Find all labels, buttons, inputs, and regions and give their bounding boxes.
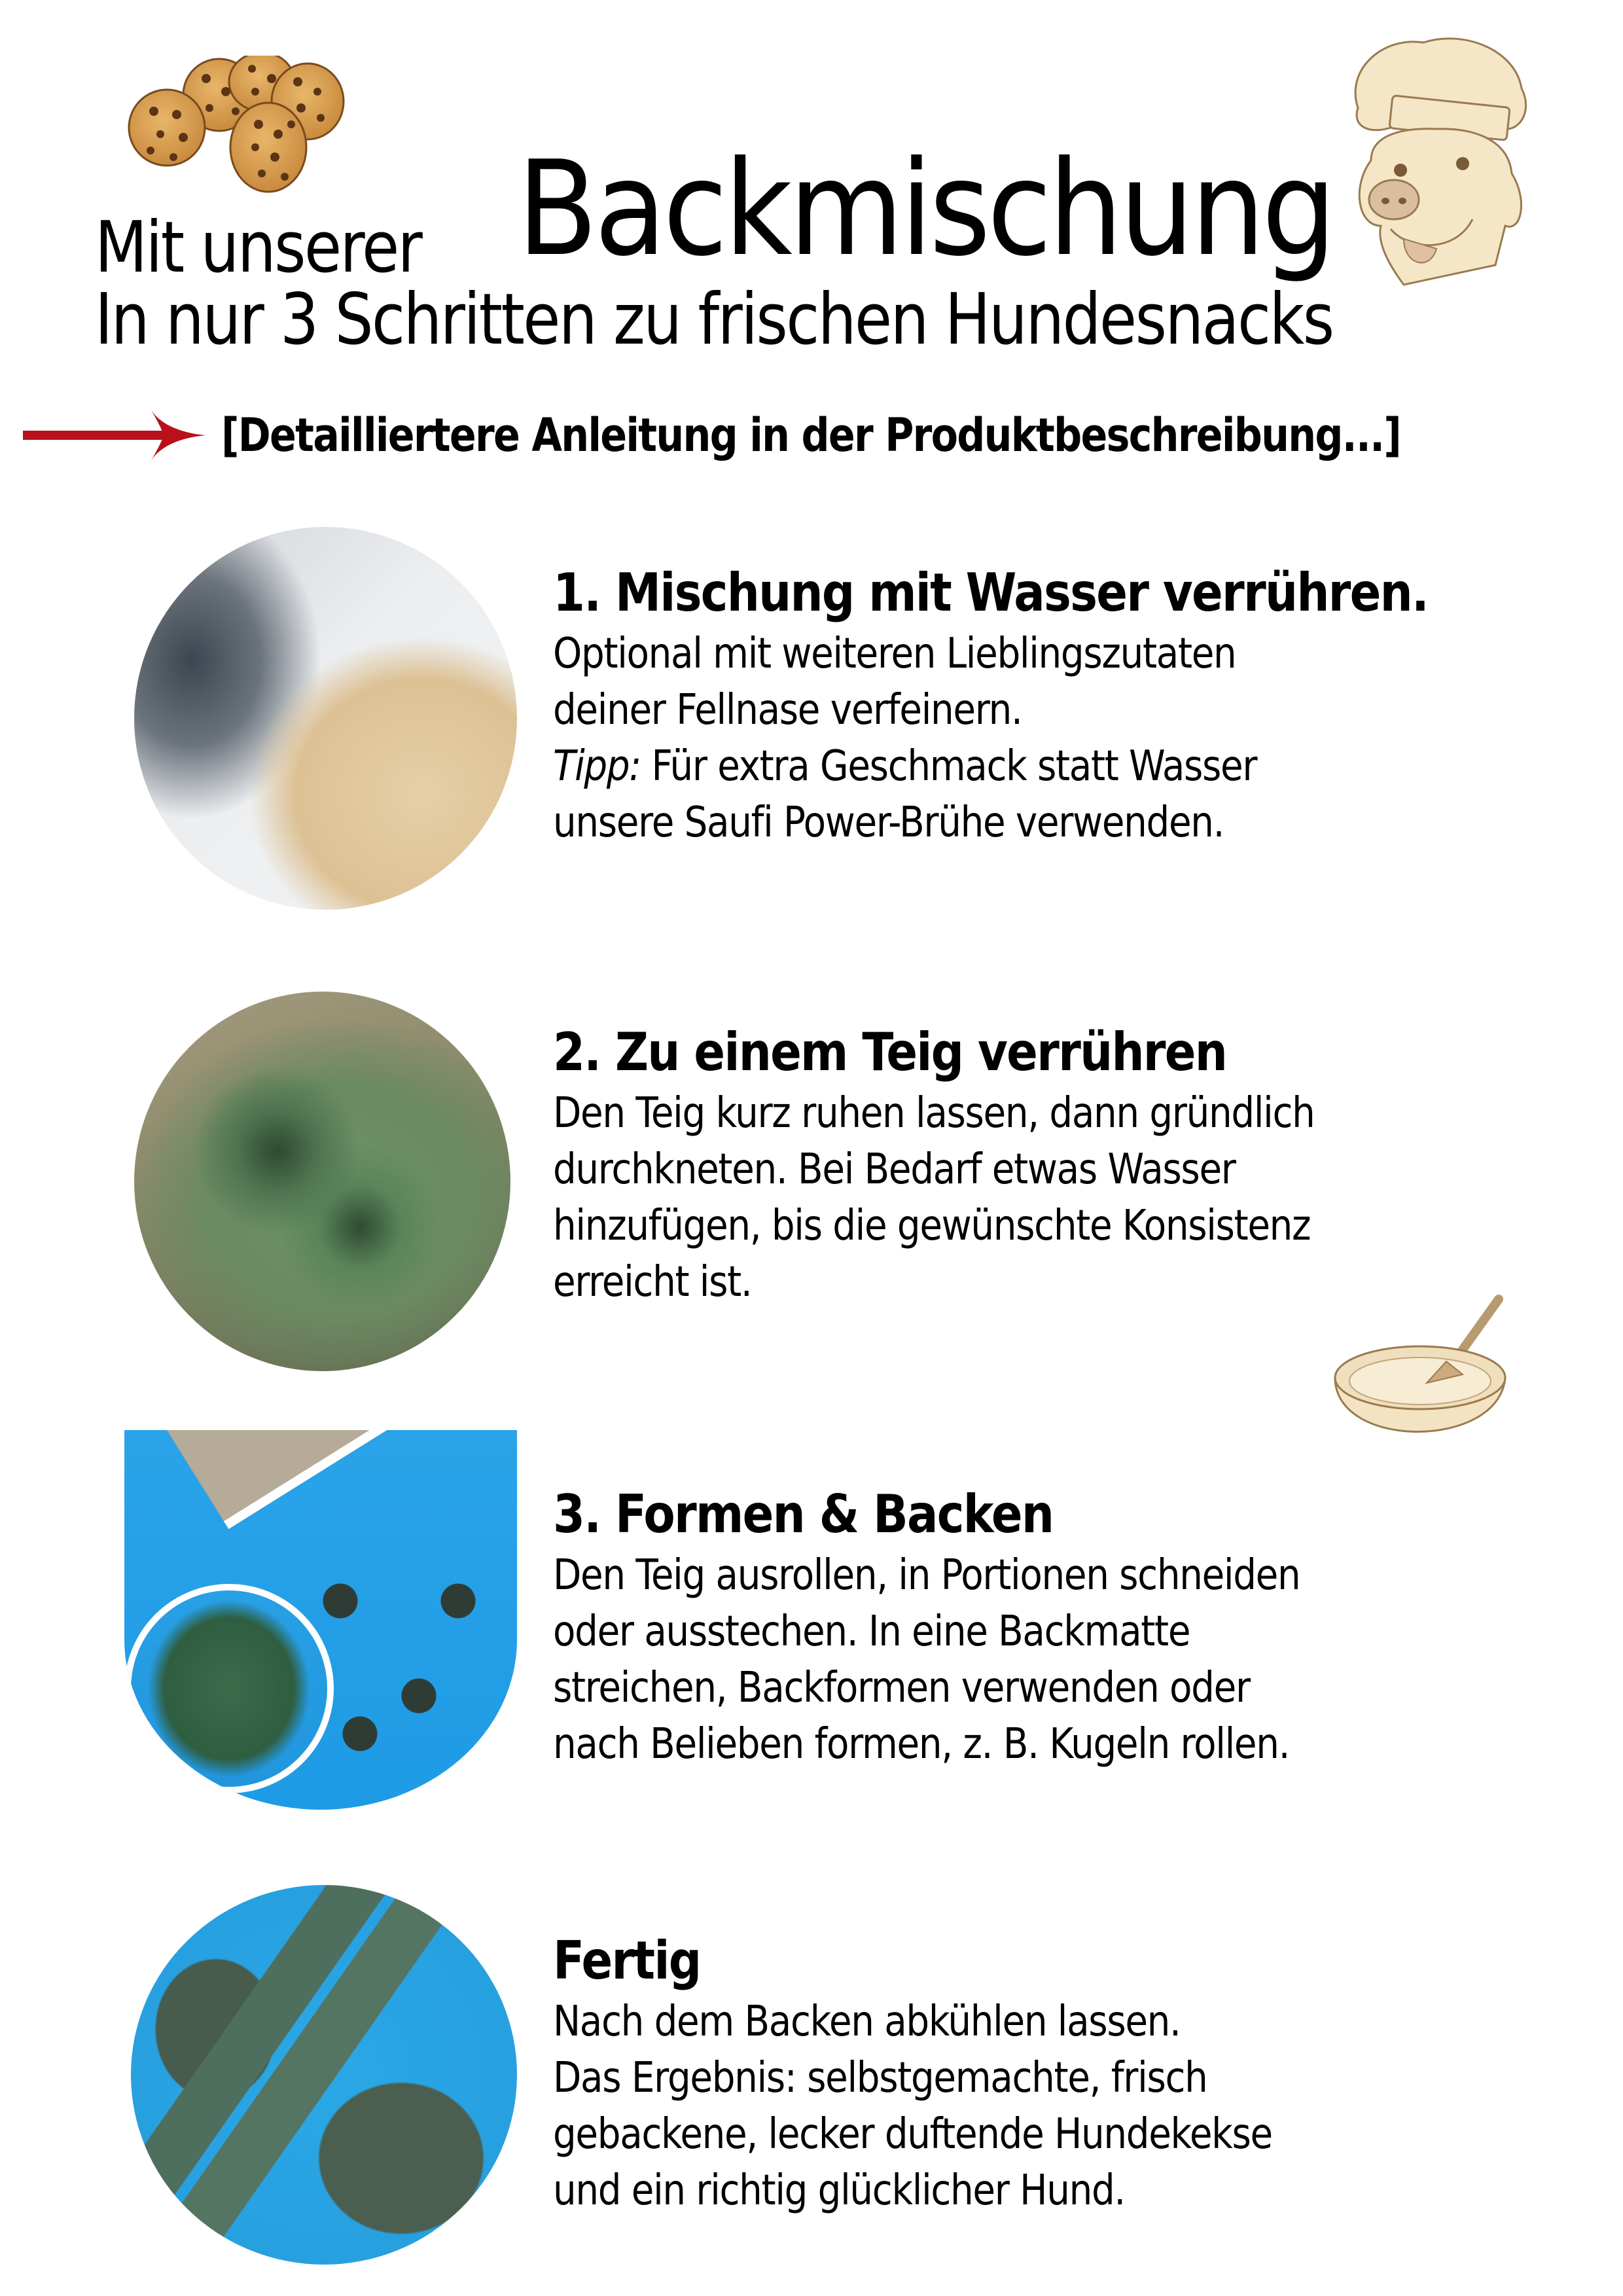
step-1-line: Optional mit weiteren Lieblingszutaten — [553, 630, 1236, 678]
step-3-line: nach Belieben formen, z. B. Kugeln rollen. — [553, 1720, 1290, 1768]
step-3-line: Den Teig ausrollen, in Portionen schneiden — [553, 1551, 1300, 1600]
step-2-line: erreicht ist. — [553, 1258, 752, 1306]
step-4-heading: Fertig — [553, 1930, 701, 1991]
step-4-line: und ein richtig glücklicher Hund. — [553, 2166, 1125, 2215]
step-2-heading: 2. Zu einem Teig verrühren — [553, 1022, 1227, 1083]
arrow-right-icon — [20, 406, 209, 465]
cookies-illustration — [121, 56, 357, 200]
product-description-link[interactable]: [Detailliertere Anleitung in der Produktbeschreibung...] — [221, 408, 1401, 462]
step-1-line: deiner Fellnase verfeinern. — [553, 686, 1022, 734]
title-main: Backmischung — [517, 133, 1333, 285]
step-2-body — [553, 1085, 1567, 1310]
title-prefix: Mit unserer — [95, 207, 421, 289]
step-2-line: durchkneten. Bei Bedarf etwas Wasser — [553, 1145, 1236, 1194]
step-3-line: streichen, Backformen verwenden oder — [553, 1664, 1250, 1712]
step-3-heading: 3. Formen & Backen — [553, 1484, 1054, 1545]
step-4-line: Nach dem Backen abkühlen lassen. — [553, 1998, 1181, 2046]
step-1 — [553, 563, 1574, 851]
page-subtitle: In nur 3 Schritten zu frischen Hundesnacks — [95, 279, 1333, 361]
step-4-line: Das Ergebnis: selbstgemachte, frisch — [553, 2054, 1207, 2102]
chef-dog-illustration — [1332, 29, 1541, 291]
tip-label: Tipp: — [553, 742, 641, 791]
step-2-line: Den Teig kurz ruhen lassen, dann gründlich — [553, 1089, 1315, 1138]
step-1-tip — [553, 738, 1567, 795]
step-1-image — [134, 527, 517, 910]
step-3-line: oder ausstechen. In eine Backmatte — [553, 1607, 1190, 1656]
step-2-image — [134, 992, 510, 1371]
tip-text: Für extra Geschmack statt Wasser — [640, 742, 1257, 791]
step-2-line: hinzufügen, bis die gewünschte Konsistenz — [553, 1202, 1311, 1250]
mixing-bowl-illustration — [1322, 1286, 1512, 1456]
step-2 — [553, 1022, 1574, 1310]
step-3-image — [124, 1430, 517, 1810]
step-1-line: unsere Saufi Power-Brühe verwenden. — [553, 798, 1224, 847]
product-description-hint — [20, 406, 1592, 465]
step-4-body — [553, 1994, 1567, 2219]
step-3-body — [553, 1547, 1567, 1772]
step-3 — [553, 1484, 1574, 1772]
step-4 — [553, 1931, 1574, 2219]
step-4-image — [131, 1885, 517, 2265]
step-4-line: gebackene, lecker duftende Hundekekse — [553, 2110, 1272, 2159]
step-1-body — [553, 626, 1567, 851]
step-1-heading: 1. Mischung mit Wasser verrühren. — [553, 562, 1428, 623]
